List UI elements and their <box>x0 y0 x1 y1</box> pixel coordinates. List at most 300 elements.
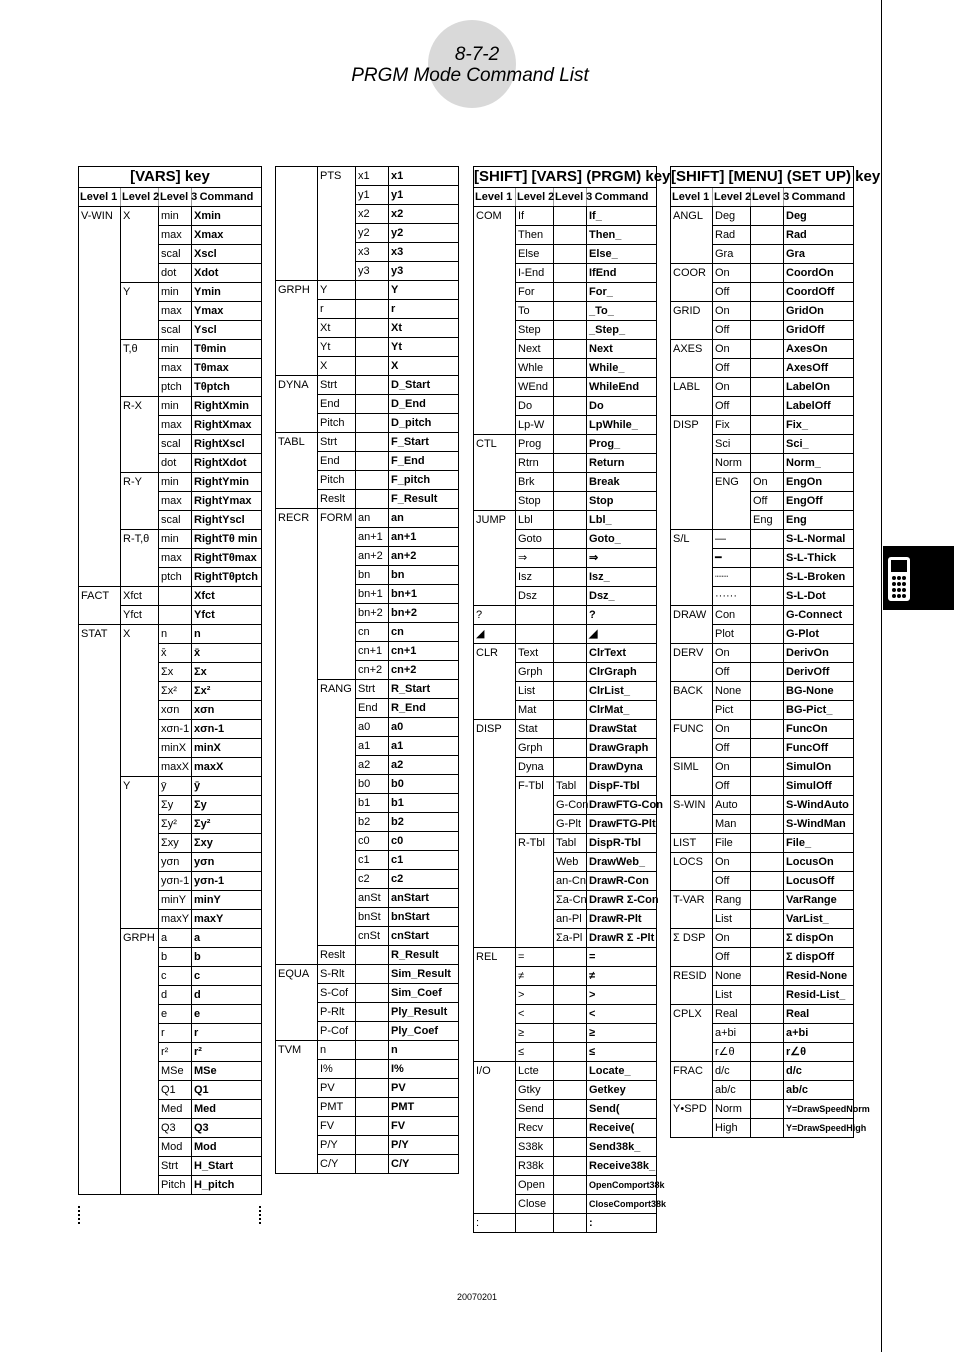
level1-cell <box>79 682 121 701</box>
table-row <box>671 834 854 853</box>
table-row <box>474 758 657 777</box>
table-row <box>474 1119 657 1138</box>
level1-cell <box>474 1081 516 1100</box>
command-cell: CloseComport38k <box>587 1195 657 1214</box>
command-cell: G-Connect <box>784 606 854 625</box>
level3-cell <box>751 948 784 967</box>
command-cell: xσn <box>192 701 262 720</box>
level1-cell <box>276 1155 318 1174</box>
command-cell: Sim_Coef <box>389 984 459 1003</box>
level1-cell: GRPH <box>276 281 318 300</box>
table-row <box>474 454 657 473</box>
level3-cell: c <box>159 967 192 986</box>
table-row <box>79 454 262 473</box>
level2-cell: Man <box>713 815 751 834</box>
command-cell: S-L-Thick <box>784 549 854 568</box>
command-cell: RightXscl <box>192 435 262 454</box>
table-row <box>474 1005 657 1024</box>
table-row <box>671 245 854 264</box>
command-cell: Norm_ <box>784 454 854 473</box>
command-cell: a2 <box>389 756 459 775</box>
table-row <box>276 1136 459 1155</box>
level3-cell <box>751 872 784 891</box>
level1-cell <box>79 739 121 758</box>
level2-cell: List <box>516 682 554 701</box>
level2-cell <box>318 262 356 281</box>
level3-cell: an+1 <box>356 528 389 547</box>
level1-cell: ◢ <box>474 625 516 644</box>
command-cell: bn <box>389 566 459 585</box>
level3-cell: Σx² <box>159 682 192 701</box>
level2-cell: Text <box>516 644 554 663</box>
page-title: PRGM Mode Command List <box>351 65 589 86</box>
calculator-icon <box>887 556 911 602</box>
command-cell: : <box>587 1214 657 1233</box>
table-row <box>671 929 854 948</box>
level2-cell: Off <box>713 321 751 340</box>
level2-cell <box>713 492 751 511</box>
level3-cell <box>751 682 784 701</box>
level2-cell: d/c <box>713 1062 751 1081</box>
table-row <box>276 813 459 832</box>
level3-cell <box>356 1098 389 1117</box>
level3-cell: a1 <box>356 737 389 756</box>
command-cell: r <box>192 1024 262 1043</box>
level2-cell <box>318 775 356 794</box>
table-row <box>671 568 854 587</box>
table-row <box>474 720 657 739</box>
table-row <box>474 492 657 511</box>
table-row <box>276 832 459 851</box>
command-cell: Mod <box>192 1138 262 1157</box>
command-cell: Tθmax <box>192 359 262 378</box>
level2-cell <box>516 910 554 929</box>
level3-cell: Σy² <box>159 815 192 834</box>
table-title: [VARS] key <box>79 167 262 188</box>
level1-cell <box>276 851 318 870</box>
level1-cell: JUMP <box>474 511 516 530</box>
level2-cell <box>318 737 356 756</box>
level2-cell: a+bi <box>713 1024 751 1043</box>
level2-cell: Plot <box>713 625 751 644</box>
level3-cell: bnSt <box>356 908 389 927</box>
table-row <box>79 720 262 739</box>
table-row <box>79 264 262 283</box>
level3-cell <box>751 777 784 796</box>
level3-cell <box>751 929 784 948</box>
level1-cell: ? <box>474 606 516 625</box>
level2-cell: R-Tbl <box>516 834 554 853</box>
level1-cell <box>79 1043 121 1062</box>
level3-cell: Pitch <box>159 1176 192 1195</box>
command-cell: cn+2 <box>389 661 459 680</box>
level2-cell: List <box>713 986 751 1005</box>
table-row <box>276 414 459 433</box>
level1-cell: COOR <box>671 264 713 283</box>
level3-cell: min <box>159 207 192 226</box>
level3-cell <box>751 378 784 397</box>
level1-cell: TVM <box>276 1041 318 1060</box>
level2-cell: PMT <box>318 1098 356 1117</box>
level1-cell <box>79 644 121 663</box>
command-cell: RightTθptch <box>192 568 262 587</box>
level2-cell: ━ <box>713 549 751 568</box>
level3-cell <box>751 625 784 644</box>
level2-cell: C/Y <box>318 1155 356 1174</box>
table-row <box>671 644 854 663</box>
table-row <box>671 1024 854 1043</box>
level1-cell <box>474 872 516 891</box>
level1-cell: COM <box>474 207 516 226</box>
level3-cell: Web <box>554 853 587 872</box>
table-row <box>276 509 459 528</box>
level3-cell <box>554 1100 587 1119</box>
command-cell: S-L-Normal <box>784 530 854 549</box>
level2-cell: ······ <box>713 587 751 606</box>
level1-cell <box>474 682 516 701</box>
command-cell: Resid-None <box>784 967 854 986</box>
level3-cell: scal <box>159 321 192 340</box>
command-cell: RightTθ min <box>192 530 262 549</box>
command-cell: D_pitch <box>389 414 459 433</box>
table-row <box>276 547 459 566</box>
level1-cell <box>276 243 318 262</box>
level3-cell <box>554 758 587 777</box>
command-cell: DispR-Tbl <box>587 834 657 853</box>
level1-cell: LOCS <box>671 853 713 872</box>
command-cell: bn+2 <box>389 604 459 623</box>
level3-cell <box>554 549 587 568</box>
command-cell: ab/c <box>784 1081 854 1100</box>
level2-cell: Pitch <box>318 471 356 490</box>
level1-cell <box>79 321 121 340</box>
level3-cell <box>751 1081 784 1100</box>
command-cell: maxY <box>192 910 262 929</box>
level2-cell <box>516 853 554 872</box>
level1-cell: STAT <box>79 625 121 644</box>
command-cell: anStart <box>389 889 459 908</box>
level2-cell: On <box>713 720 751 739</box>
command-cell: Sim_Result <box>389 965 459 984</box>
command-cell: DrawR-Plt <box>587 910 657 929</box>
table-row <box>474 226 657 245</box>
level2-cell: Step <box>516 321 554 340</box>
level2-cell <box>318 699 356 718</box>
table-row <box>79 359 262 378</box>
command-cell: Y=DrawSpeedNorm <box>784 1100 854 1119</box>
level2-cell: Y <box>121 777 159 796</box>
level2-cell: X <box>121 625 159 644</box>
level2-cell <box>121 226 159 245</box>
level1-cell <box>276 319 318 338</box>
table-row <box>79 872 262 891</box>
level1-cell <box>474 853 516 872</box>
table-row <box>79 929 262 948</box>
level1-cell <box>79 853 121 872</box>
level1-cell <box>671 739 713 758</box>
level1-cell <box>671 1119 713 1138</box>
level2-cell: Reslt <box>318 490 356 509</box>
level3-cell: max <box>159 492 192 511</box>
level3-cell: min <box>159 397 192 416</box>
level2-cell: ≤ <box>516 1043 554 1062</box>
level2-cell: R-Y <box>121 473 159 492</box>
level3-cell: y1 <box>356 186 389 205</box>
level3-cell <box>554 1214 587 1233</box>
table-row <box>671 815 854 834</box>
level3-cell: max <box>159 226 192 245</box>
level3-cell: x3 <box>356 243 389 262</box>
level3-cell <box>554 1081 587 1100</box>
level3-cell: Strt <box>356 680 389 699</box>
level2-cell: PV <box>318 1079 356 1098</box>
command-cell: Do <box>587 397 657 416</box>
level1-cell <box>474 1024 516 1043</box>
command-cell: b <box>192 948 262 967</box>
command-cell: DrawFTG-Con <box>587 796 657 815</box>
level3-cell <box>159 587 192 606</box>
level2-cell <box>121 986 159 1005</box>
command-cell: RightTθmax <box>192 549 262 568</box>
level3-cell: e <box>159 1005 192 1024</box>
table-row <box>276 1117 459 1136</box>
table-row <box>474 473 657 492</box>
level3-cell <box>554 473 587 492</box>
table-row <box>276 585 459 604</box>
table-row <box>79 1005 262 1024</box>
command-cell: Med <box>192 1100 262 1119</box>
table-row <box>276 718 459 737</box>
command-cell: b1 <box>389 794 459 813</box>
level2-cell <box>121 359 159 378</box>
command-cell: P/Y <box>389 1136 459 1155</box>
level2-cell: For <box>516 283 554 302</box>
level3-cell <box>554 321 587 340</box>
table-row <box>474 397 657 416</box>
command-cell: ȳ <box>192 777 262 796</box>
command-cell: ◢ <box>587 625 657 644</box>
level1-cell <box>474 663 516 682</box>
level1-cell <box>671 492 713 511</box>
command-cell: an <box>389 509 459 528</box>
level2-cell: On <box>713 644 751 663</box>
level2-cell: Recv <box>516 1119 554 1138</box>
level1-cell <box>276 528 318 547</box>
level1-cell <box>276 1003 318 1022</box>
level1-cell <box>79 1062 121 1081</box>
level1-cell <box>276 870 318 889</box>
level1-cell: AXES <box>671 340 713 359</box>
table-row <box>276 1079 459 1098</box>
level1-cell <box>671 245 713 264</box>
level2-cell <box>516 606 554 625</box>
level2-cell <box>318 566 356 585</box>
level3-cell: min <box>159 340 192 359</box>
level3-cell: max <box>159 416 192 435</box>
level3-cell <box>751 530 784 549</box>
level2-cell <box>516 1214 554 1233</box>
level3-cell: c2 <box>356 870 389 889</box>
level3-cell <box>554 701 587 720</box>
level1-cell <box>276 1136 318 1155</box>
level3-cell <box>751 283 784 302</box>
level2-cell: Off <box>713 777 751 796</box>
level2-cell: Yt <box>318 338 356 357</box>
level1-cell <box>276 889 318 908</box>
level2-cell <box>318 623 356 642</box>
command-cell: DrawR Σ -Plt <box>587 929 657 948</box>
level1-cell: SIML <box>671 758 713 777</box>
command-cell: Receive( <box>587 1119 657 1138</box>
command-cell: Then_ <box>587 226 657 245</box>
level1-cell <box>474 739 516 758</box>
level3-cell: bn+1 <box>356 585 389 604</box>
level2-cell: Off <box>713 359 751 378</box>
command-cell: SimulOff <box>784 777 854 796</box>
table-row <box>474 283 657 302</box>
level2-cell <box>121 302 159 321</box>
command-cell: S-WindMan <box>784 815 854 834</box>
level2-cell: On <box>713 853 751 872</box>
level2-cell: Y <box>318 281 356 300</box>
level3-cell: r² <box>159 1043 192 1062</box>
table-row <box>671 891 854 910</box>
level3-cell: cn <box>356 623 389 642</box>
level2-cell: Goto <box>516 530 554 549</box>
command-cell: ClrGraph <box>587 663 657 682</box>
table-row <box>474 1024 657 1043</box>
level3-cell: an <box>356 509 389 528</box>
command-cell: H_Start <box>192 1157 262 1176</box>
command-cell: IfEnd <box>587 264 657 283</box>
level2-cell: Prog <box>516 435 554 454</box>
level1-cell <box>276 338 318 357</box>
level1-cell <box>671 701 713 720</box>
level1-cell <box>79 720 121 739</box>
command-cell: Xt <box>389 319 459 338</box>
table-row <box>276 319 459 338</box>
table-row <box>474 1100 657 1119</box>
table-row <box>474 891 657 910</box>
table-row <box>79 245 262 264</box>
command-cell: d <box>192 986 262 1005</box>
table-row <box>79 606 262 625</box>
table-row <box>474 568 657 587</box>
level3-cell <box>554 720 587 739</box>
level3-cell <box>554 340 587 359</box>
table-row <box>79 682 262 701</box>
level3-cell: an-Pl <box>554 910 587 929</box>
table-row <box>79 302 262 321</box>
level2-cell <box>318 718 356 737</box>
level1-cell <box>671 473 713 492</box>
level2-cell <box>516 891 554 910</box>
command-cell: Xmax <box>192 226 262 245</box>
table-row <box>474 625 657 644</box>
command-cell: While_ <box>587 359 657 378</box>
table-row <box>79 739 262 758</box>
command-cell: DrawWeb_ <box>587 853 657 872</box>
table-row <box>474 1043 657 1062</box>
level3-cell: r <box>159 1024 192 1043</box>
command-cell: ⇒ <box>587 549 657 568</box>
level2-cell <box>121 492 159 511</box>
command-cell: Σy <box>192 796 262 815</box>
table-row <box>79 378 262 397</box>
table-row <box>474 1081 657 1100</box>
level3-cell: n <box>159 625 192 644</box>
command-cell: Tθptch <box>192 378 262 397</box>
command-cell: DrawR Σ-Con <box>587 891 657 910</box>
level1-cell: GRID <box>671 302 713 321</box>
level1-cell <box>474 454 516 473</box>
level1-cell <box>474 1119 516 1138</box>
table-row <box>79 948 262 967</box>
table-row <box>276 167 459 186</box>
level2-cell: RANG <box>318 680 356 699</box>
table-row <box>474 511 657 530</box>
command-cell: ≤ <box>587 1043 657 1062</box>
level2-cell: Then <box>516 226 554 245</box>
command-cell: an+1 <box>389 528 459 547</box>
command-cell: _To_ <box>587 302 657 321</box>
command-cell: ≠ <box>587 967 657 986</box>
level1-cell <box>79 1100 121 1119</box>
level2-cell: Gtky <box>516 1081 554 1100</box>
level3-cell <box>554 454 587 473</box>
command-cell: xσn-1 <box>192 720 262 739</box>
level3-cell <box>554 1024 587 1043</box>
level3-cell <box>356 984 389 1003</box>
level1-cell <box>474 796 516 815</box>
level3-cell <box>554 492 587 511</box>
level1-cell <box>276 737 318 756</box>
command-cell: S-L-Dot <box>784 587 854 606</box>
table-row <box>671 1043 854 1062</box>
level1-cell: S-WIN <box>671 796 713 815</box>
table-row <box>671 530 854 549</box>
level2-cell: Off <box>713 283 751 302</box>
level2-cell: Dyna <box>516 758 554 777</box>
table-row <box>671 701 854 720</box>
table-row <box>474 1195 657 1214</box>
table-row <box>79 796 262 815</box>
level1-cell <box>474 321 516 340</box>
command-cell: Send38k_ <box>587 1138 657 1157</box>
command-cell: b2 <box>389 813 459 832</box>
level3-cell <box>751 1005 784 1024</box>
level2-cell: ab/c <box>713 1081 751 1100</box>
level3-cell <box>751 340 784 359</box>
level1-cell <box>474 283 516 302</box>
level1-cell <box>276 167 318 186</box>
level3-cell <box>751 739 784 758</box>
level3-cell <box>751 1100 784 1119</box>
level2-cell: Brk <box>516 473 554 492</box>
table-row <box>276 851 459 870</box>
level3-cell: b1 <box>356 794 389 813</box>
level2-cell <box>121 758 159 777</box>
level3-cell <box>751 967 784 986</box>
level2-cell: Rtrn <box>516 454 554 473</box>
command-cell: Goto_ <box>587 530 657 549</box>
table-row <box>671 1100 854 1119</box>
level2-cell: Fix <box>713 416 751 435</box>
level2-cell <box>121 853 159 872</box>
level3-cell <box>356 1041 389 1060</box>
level2-cell <box>516 625 554 644</box>
level2-cell: Else <box>516 245 554 264</box>
